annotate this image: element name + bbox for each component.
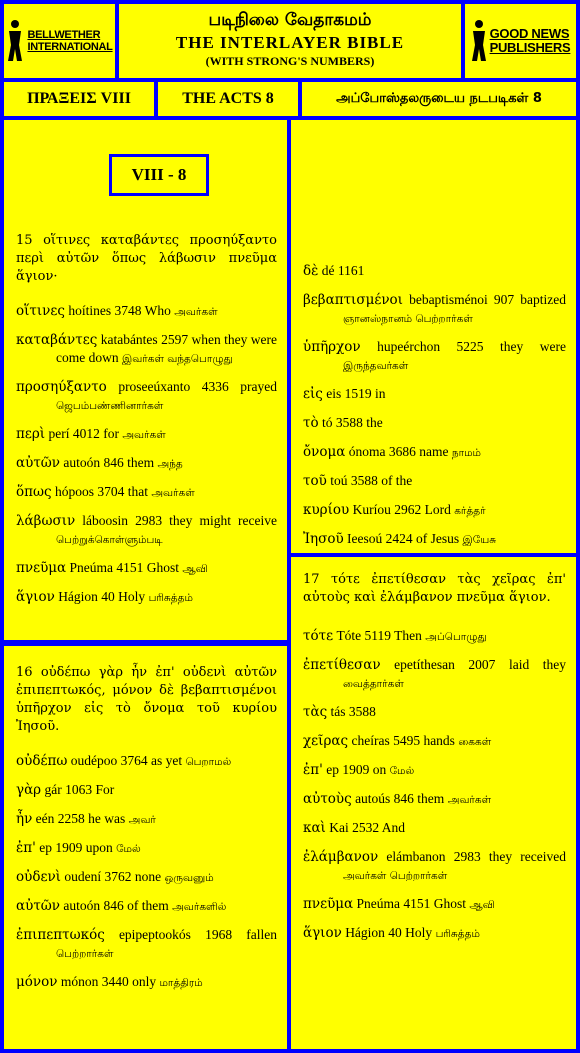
tamil-gloss: அவர்களில் xyxy=(172,901,227,913)
word-entry xyxy=(303,627,566,646)
greek-word: Ἰησοῦ xyxy=(303,531,344,547)
logo-line: GOOD NEWS xyxy=(489,26,570,41)
tamil-gloss: பெற்றுக்கொள்ளும்படி xyxy=(56,534,163,546)
transliteration-gloss: mónon 3440 only xyxy=(60,974,157,989)
transliteration-gloss: Ieesoú 2424 of Jesus xyxy=(347,531,460,546)
tamil-gloss: பெறாமல் xyxy=(185,756,232,768)
tamil-gloss: அவர்கள் xyxy=(122,429,166,441)
word-entry xyxy=(16,752,277,771)
transliteration-gloss: proseeúxanto 4336 prayed xyxy=(118,379,277,394)
greek-word: οὐδέπω xyxy=(16,753,68,769)
greek-word: κυρίου xyxy=(303,502,350,518)
greek-word: ἅγιον xyxy=(303,925,342,941)
tamil-gloss: இருந்தவர்கள் xyxy=(343,360,409,372)
greek-word: οὐδενὶ xyxy=(16,869,61,885)
word-entry xyxy=(303,848,566,885)
greek-word: ἐπιπεπτωκός xyxy=(16,927,105,943)
word-entry xyxy=(303,732,566,751)
transliteration-gloss: ep 1909 upon xyxy=(39,840,113,855)
transliteration-gloss: Pneúma 4151 Ghost xyxy=(356,896,467,911)
greek-word: περὶ xyxy=(16,426,46,442)
transliteration-gloss: autoón 846 them xyxy=(63,455,155,470)
transliteration-gloss: hupeérchon 5225 they were xyxy=(377,339,566,354)
greek-word: ἦν xyxy=(16,811,33,827)
tamil-gloss: நாமம் xyxy=(451,447,481,459)
word-entry xyxy=(303,761,566,780)
greek-word: τοῦ xyxy=(303,473,327,489)
tamil-gloss: மாத்திரம் xyxy=(159,977,203,989)
word-entry xyxy=(16,302,277,321)
tamil-gloss: பரிசுத்தம் xyxy=(148,592,193,604)
greek-word: ἐπ' xyxy=(303,762,323,778)
word-entry xyxy=(16,810,277,829)
word-entry xyxy=(303,895,566,914)
greek-word: μόνον xyxy=(16,974,58,990)
word-entry xyxy=(303,291,566,328)
tamil-gloss: அந்த xyxy=(157,458,183,470)
word-entry xyxy=(303,703,566,722)
transliteration-gloss: Hágion 40 Holy xyxy=(345,925,433,940)
greek-book-title: ΠΡΑΞΕΙΣ VIII xyxy=(4,82,154,116)
transliteration-gloss: Tóte 5119 Then xyxy=(336,628,422,643)
tamil-gloss: கைகள் xyxy=(458,736,492,748)
word-entry xyxy=(16,483,277,502)
word-entry xyxy=(16,331,277,368)
greek-word: καταβάντες xyxy=(16,332,98,348)
greek-word: ἅγιον xyxy=(16,589,55,605)
tamil-gloss: அப்பொழுது xyxy=(425,631,487,643)
logo-line: BELLWETHER xyxy=(27,29,101,41)
tamil-gloss: அவர் xyxy=(128,814,156,826)
greek-word: οἵτινες xyxy=(16,303,65,319)
word-entry xyxy=(303,414,566,433)
transliteration-gloss: ónoma 3686 name xyxy=(348,444,449,459)
person-icon xyxy=(6,19,24,63)
verse-16-panel xyxy=(4,646,287,1049)
transliteration-gloss: ep 1909 on xyxy=(326,762,387,777)
transliteration-gloss: láboosin 2983 they might receive xyxy=(82,513,277,528)
tamil-gloss: அவர்கள் xyxy=(174,306,218,318)
transliteration-gloss: perí 4012 for xyxy=(48,426,119,441)
transliteration-gloss: oudení 3762 none xyxy=(64,869,162,884)
verse-15-panel xyxy=(4,120,287,640)
transliteration-gloss: epetíthesan 2007 laid they xyxy=(394,657,566,672)
word-entry xyxy=(303,656,566,693)
transliteration-gloss: Pneúma 4151 Ghost xyxy=(69,560,180,575)
word-entry xyxy=(16,868,277,887)
transliteration-gloss: dé 1161 xyxy=(321,263,365,278)
greek-word: δὲ xyxy=(303,263,319,279)
person-icon xyxy=(471,19,487,63)
word-entry xyxy=(16,897,277,916)
greek-word: πνεῦμα xyxy=(16,560,67,576)
word-entry xyxy=(303,530,566,549)
word-entry xyxy=(16,512,277,549)
tamil-gloss: ஞானஸ்நானம் பெற்றார்கள் xyxy=(343,313,473,325)
tamil-gloss: மேல் xyxy=(116,843,141,855)
greek-word: λάβωσιν xyxy=(16,513,76,529)
transliteration-gloss: tás 3588 xyxy=(330,704,376,719)
transliteration-gloss: bebaptisménoi 907 baptized xyxy=(409,292,566,307)
transliteration-gloss: Hágion 40 Holy xyxy=(58,589,146,604)
tamil-gloss: பெற்றார்கள் xyxy=(56,948,114,960)
transliteration-gloss: autoón 846 of them xyxy=(63,898,169,913)
good-news-logo xyxy=(465,4,576,78)
tamil-gloss: பரிசுத்தம் xyxy=(435,928,480,940)
greek-word: γὰρ xyxy=(16,782,42,798)
word-entry xyxy=(16,926,277,963)
greek-word: τὰς xyxy=(303,704,328,720)
tamil-gloss: ஜெபம்பண்ணினார்கள் xyxy=(56,400,164,412)
word-entry xyxy=(16,454,277,473)
logo-line: INTERNATIONAL xyxy=(27,41,113,53)
verse-text: 17 τότε ἐπετίθεσαν τὰς χεῖρας ἐπ' αὐτοὺς καὶ ἐλάμβανον πνεῦμα ἅγιον. xyxy=(303,572,566,605)
page-title: THE INTERLAYER BIBLE xyxy=(175,33,405,52)
word-entry xyxy=(303,819,566,838)
verse-text: 16 οὐδέπω γὰρ ἦν ἐπ' οὐδενὶ αὐτῶν ἐπιπεπτωκός, μόνον δὲ βεβαπτισμένοι ὑπῆρχον εἰς τὸ ὄνομα τοῦ κυρίου Ἰησοῦ. xyxy=(16,665,277,734)
tamil-title: படிநிலை வேதாகமம் xyxy=(208,10,372,30)
greek-word: αὐτῶν xyxy=(16,455,61,471)
word-entry xyxy=(303,338,566,375)
tamil-gloss: வைத்தார்கள் xyxy=(343,678,404,690)
word-entry xyxy=(303,385,566,404)
greek-word: χεῖρας xyxy=(303,733,349,749)
transliteration-gloss: cheíras 5495 hands xyxy=(351,733,455,748)
greek-word: ἐπετίθεσαν xyxy=(303,657,381,673)
transliteration-gloss: elámbanon 2983 they received xyxy=(386,849,567,864)
word-entry xyxy=(303,924,566,943)
page-subtitle: (WITH STRONG'S NUMBERS) xyxy=(205,54,375,68)
tamil-gloss: அவர்கள் பெற்றார்கள் xyxy=(343,870,448,882)
word-entry xyxy=(303,790,566,809)
verse-17-panel xyxy=(291,557,576,1049)
transliteration-gloss: eis 1519 in xyxy=(326,386,386,401)
word-entry xyxy=(16,781,277,800)
tamil-gloss: இயேசு xyxy=(462,534,497,546)
tamil-gloss: அவர்கள் xyxy=(447,794,492,806)
tamil-gloss: கர்த்தர் xyxy=(454,505,486,517)
greek-word: πνεῦμα xyxy=(303,896,354,912)
word-entry xyxy=(303,443,566,462)
verse-16-continued-panel xyxy=(291,120,576,553)
greek-word: ἐπ' xyxy=(16,840,36,856)
english-book-title: THE ACTS 8 xyxy=(158,82,298,116)
transliteration-gloss: oudépoo 3764 as yet xyxy=(70,753,183,768)
greek-word: τότε xyxy=(303,628,334,644)
verse-text: 15 οἵτινες καταβάντες προσηύξαντο περὶ αὐτῶν ὅπως λάβωσιν πνεῦμα ἅγιον· xyxy=(16,233,277,284)
greek-word: προσηύξαντο xyxy=(16,379,107,395)
greek-word: ὅπως xyxy=(16,484,52,500)
word-entry xyxy=(303,501,566,520)
transliteration-gloss: hoítines 3748 Who xyxy=(68,303,171,318)
transliteration-gloss: toú 3588 of the xyxy=(330,473,413,488)
tamil-gloss: ஆவி xyxy=(182,563,208,575)
word-entry xyxy=(16,559,277,578)
tamil-gloss: அவர்கள் xyxy=(151,487,195,499)
word-entry xyxy=(16,425,277,444)
transliteration-gloss: Kai 2532 And xyxy=(329,820,405,835)
greek-word: ἐλάμβανον xyxy=(303,849,379,865)
greek-word: τὸ xyxy=(303,415,319,431)
transliteration-gloss: hópoos 3704 that xyxy=(54,484,148,499)
transliteration-gloss: tó 3588 the xyxy=(321,415,383,430)
tamil-gloss: ஒருவனும் xyxy=(164,872,214,884)
logo-line: PUBLISHERS xyxy=(489,40,571,55)
greek-word: βεβαπτισμένοι xyxy=(303,292,403,308)
transliteration-gloss: eén 2258 he was xyxy=(35,811,126,826)
tamil-gloss: ஆவி xyxy=(469,899,495,911)
transliteration-gloss: katabántes 2597 when they were come down xyxy=(56,332,278,365)
chapter-label: VIII - 8 xyxy=(109,154,209,196)
transliteration-gloss: Kuríou 2962 Lord xyxy=(352,502,451,517)
word-entry xyxy=(303,472,566,491)
word-entry xyxy=(16,973,277,992)
transliteration-gloss: epipeptookós 1968 fallen xyxy=(118,927,277,942)
word-entry xyxy=(16,588,277,607)
greek-word: εἰς xyxy=(303,386,323,402)
greek-word: καὶ xyxy=(303,820,326,836)
greek-word: αὐτῶν xyxy=(16,898,61,914)
word-entry xyxy=(303,262,566,281)
greek-word: αὐτοὺς xyxy=(303,791,352,807)
transliteration-gloss: autoús 846 them xyxy=(355,791,445,806)
greek-word: ὄνομα xyxy=(303,444,346,460)
title-block xyxy=(119,4,461,78)
tamil-book-title: அப்போஸ்தலருடைய நடபடிகள் 8 xyxy=(302,82,576,116)
transliteration-gloss: gár 1063 For xyxy=(44,782,115,797)
bellwether-logo xyxy=(4,4,115,78)
word-entry xyxy=(16,378,277,415)
tamil-gloss: மேல் xyxy=(389,765,415,777)
word-entry xyxy=(16,839,277,858)
greek-word: ὑπῆρχον xyxy=(303,339,361,355)
tamil-gloss: இவர்கள் வந்தபொழுது xyxy=(121,353,233,365)
